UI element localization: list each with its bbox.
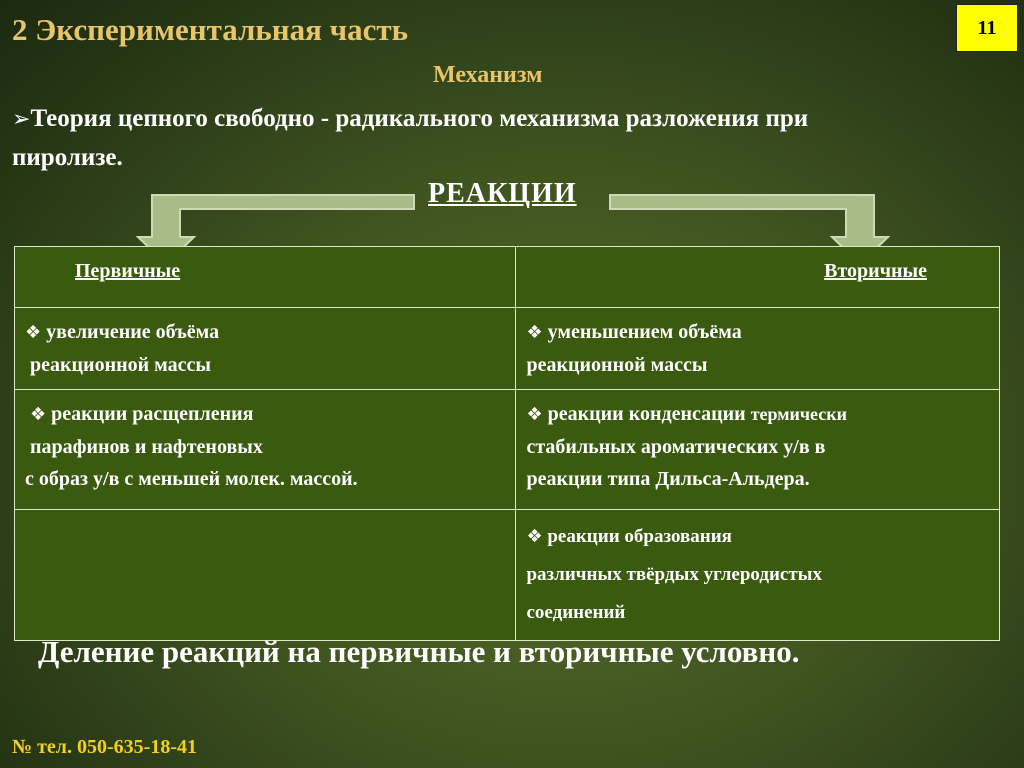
table-cell: ❖ реакции конденсации термически стабильных ароматических у/в в реакции типа Дильса-Альдера.: [516, 390, 1000, 510]
table-header-row: [15, 247, 1000, 308]
page-number-badge: 11: [956, 4, 1018, 52]
table-row: [15, 390, 1000, 510]
header-secondary: Вторичные: [516, 247, 1000, 308]
split-arrows: [0, 0, 1024, 280]
diamond-bullet-icon: ❖: [526, 322, 543, 343]
table-row: [15, 510, 1000, 641]
table-cell: ❖ увеличение объёма реакционной массы: [15, 308, 516, 390]
reactions-table: [14, 246, 1000, 641]
conclusion-text: Деление реакций на первичные и вторичные условно.: [38, 634, 800, 669]
reactions-label: РЕАКЦИИ: [428, 178, 577, 209]
table-cell: ❖ реакции образования различных твёрдых углеродистых соединений: [516, 510, 1000, 641]
table-row: [15, 308, 1000, 390]
diamond-bullet-icon: ❖: [526, 404, 543, 425]
diamond-bullet-icon: ❖: [30, 404, 47, 425]
table-cell-empty: [15, 510, 516, 641]
table-cell: ❖ уменьшением объёма реакционной массы: [516, 308, 1000, 390]
subtitle: Механизм: [433, 62, 543, 88]
arrow-bullet-icon: ➢: [12, 107, 31, 132]
section-title: 2 Экспериментальная часть: [12, 12, 408, 47]
theory-text: Теория цепного свободно - радикального механизма разложения при пиролизе.: [12, 105, 809, 171]
diamond-bullet-icon: ❖: [25, 322, 42, 343]
phone-number: № тел. 050-635-18-41: [12, 736, 197, 758]
diamond-bullet-icon: ❖: [526, 526, 543, 547]
table-cell: ❖ реакции расщепления парафинов и нафтеновых с образ у/в с меньшей молек. массой.: [15, 390, 516, 510]
header-primary: Первичные: [15, 247, 516, 308]
